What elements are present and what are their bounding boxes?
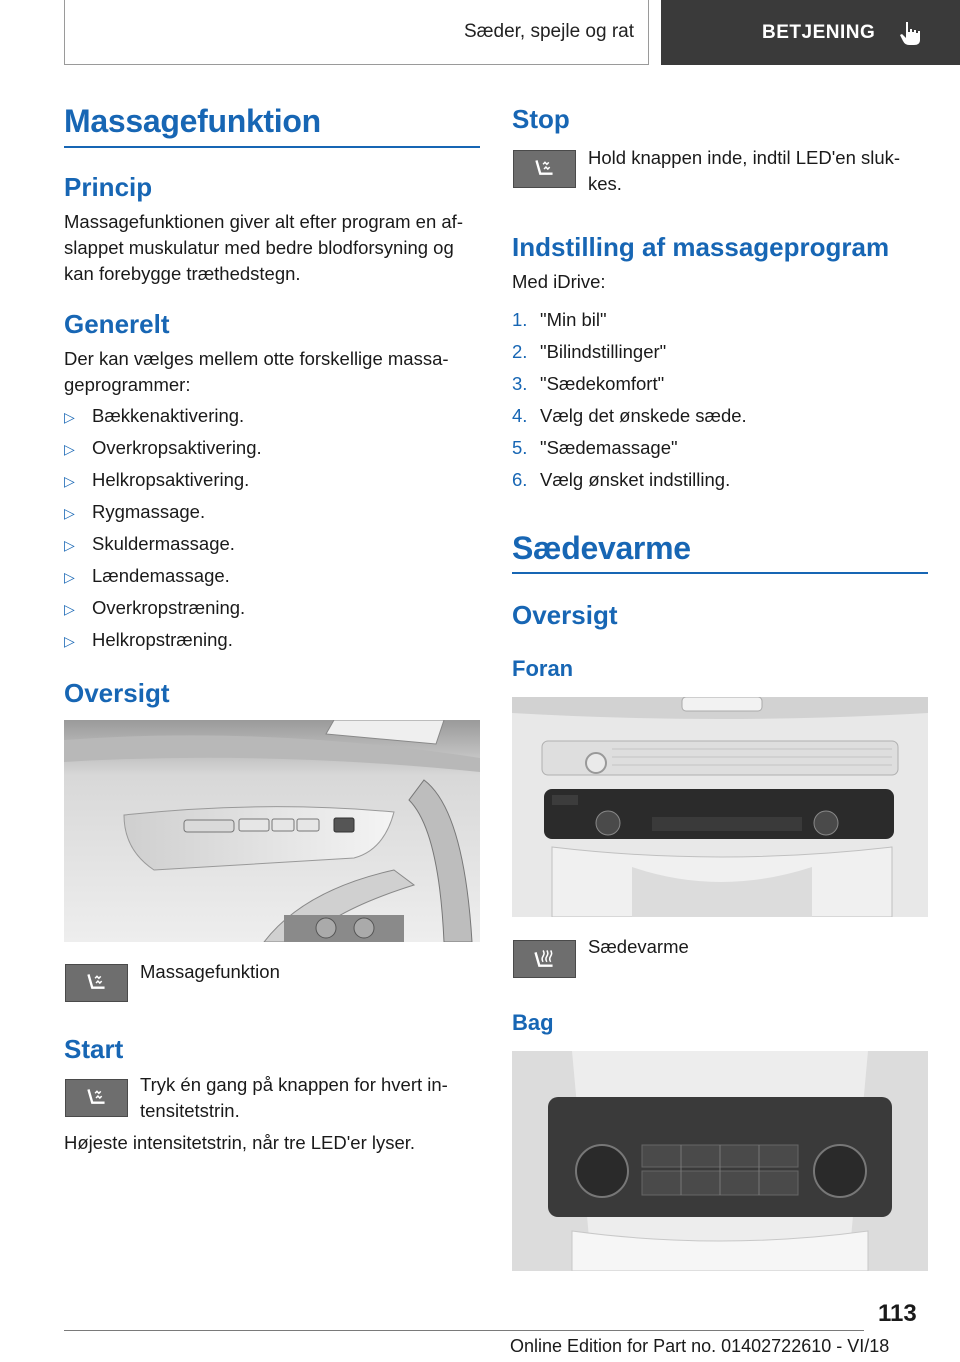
program-list (64, 403, 480, 659)
door-panel-photo (64, 720, 480, 942)
list-item: 1. "Min bil" (512, 309, 607, 330)
heat-icon-box (513, 940, 576, 978)
heading-oversigt-heat: Oversigt (512, 600, 618, 630)
heading-bag: Bag (512, 1010, 554, 1035)
list-item: ▷ Overkropstræning. (64, 597, 246, 618)
start-note: Højeste intensitetstrin, når tre LED'er lyser. (64, 1132, 416, 1153)
header-chapter (661, 0, 960, 65)
title-rule (64, 146, 480, 148)
list-item: 5. "Sædemassage" (512, 437, 678, 458)
list-item: 6. Vælg ønsket indstilling. (512, 469, 731, 490)
princip-text: Massagefunktionen giver alt efter program en af-slappet muskulatur med bedre blodforsyning og kan forebygge træthedstegn. (64, 211, 463, 284)
pointing-hand-icon (897, 20, 923, 46)
massage-icon-caption: Massagefunktion (140, 961, 280, 982)
heading-princip: Princip (64, 172, 153, 202)
seat-heating-icon (514, 941, 575, 977)
heading-indstilling: Indstilling af massageprogram (512, 232, 890, 262)
list-item: ▷ Skuldermassage. (64, 533, 235, 554)
heading-start: Start (64, 1034, 124, 1064)
saedevarme-rule (512, 572, 928, 574)
stop-icon-box (513, 150, 576, 188)
list-item: 2. "Bilindstillinger" (512, 341, 667, 362)
header-section (64, 0, 649, 65)
list-item: ▷ Bækkenaktivering. (64, 405, 245, 426)
settings-steps (512, 307, 928, 499)
footer-rule (64, 1330, 864, 1331)
massage-icon-box (65, 964, 128, 1002)
list-item: ▷ Rygmassage. (64, 501, 206, 522)
massage-seat-icon (66, 965, 127, 1001)
section-title-saedevarme: Sædevarme (512, 530, 691, 566)
footer-edition: Online Edition for Part no. 01402722610 - VI/18 (510, 1336, 890, 1356)
list-item: ▷ Lændemassage. (64, 565, 230, 586)
heat-icon-caption: Sædevarme (588, 936, 689, 957)
indstilling-intro: Med iDrive: (512, 271, 606, 292)
massage-seat-icon (66, 1080, 127, 1116)
header-chapter-title: BETJENING (762, 21, 876, 43)
heading-oversigt-massage: Oversigt (64, 678, 170, 708)
front-climate-photo (512, 697, 928, 917)
stop-text: Hold knappen inde, indtil LED'en sluk-kes. (588, 147, 901, 194)
page-title: Massagefunktion (64, 103, 321, 139)
heading-stop: Stop (512, 104, 570, 134)
list-item: ▷ Overkropsaktivering. (64, 437, 262, 458)
list-item: ▷ Helkropsaktivering. (64, 469, 250, 490)
list-item: ▷ Helkropstræning. (64, 629, 233, 650)
list-item: 3. "Sædekomfort" (512, 373, 665, 394)
header-section-title: Sæder, spejle og rat (463, 21, 634, 42)
massage-seat-icon (514, 151, 575, 187)
list-item: 4. Vælg det ønskede sæde. (512, 405, 747, 426)
rear-climate-photo (512, 1051, 928, 1271)
start-icon-box (65, 1079, 128, 1117)
start-text: Tryk én gang på knappen for hvert in-tensitetstrin. (140, 1074, 448, 1121)
heading-foran: Foran (512, 656, 574, 681)
page-number: 113 (878, 1300, 917, 1327)
heading-generelt: Generelt (64, 309, 170, 339)
generelt-text: Der kan vælges mellem otte forskellige massa-geprogrammer: (64, 348, 449, 395)
